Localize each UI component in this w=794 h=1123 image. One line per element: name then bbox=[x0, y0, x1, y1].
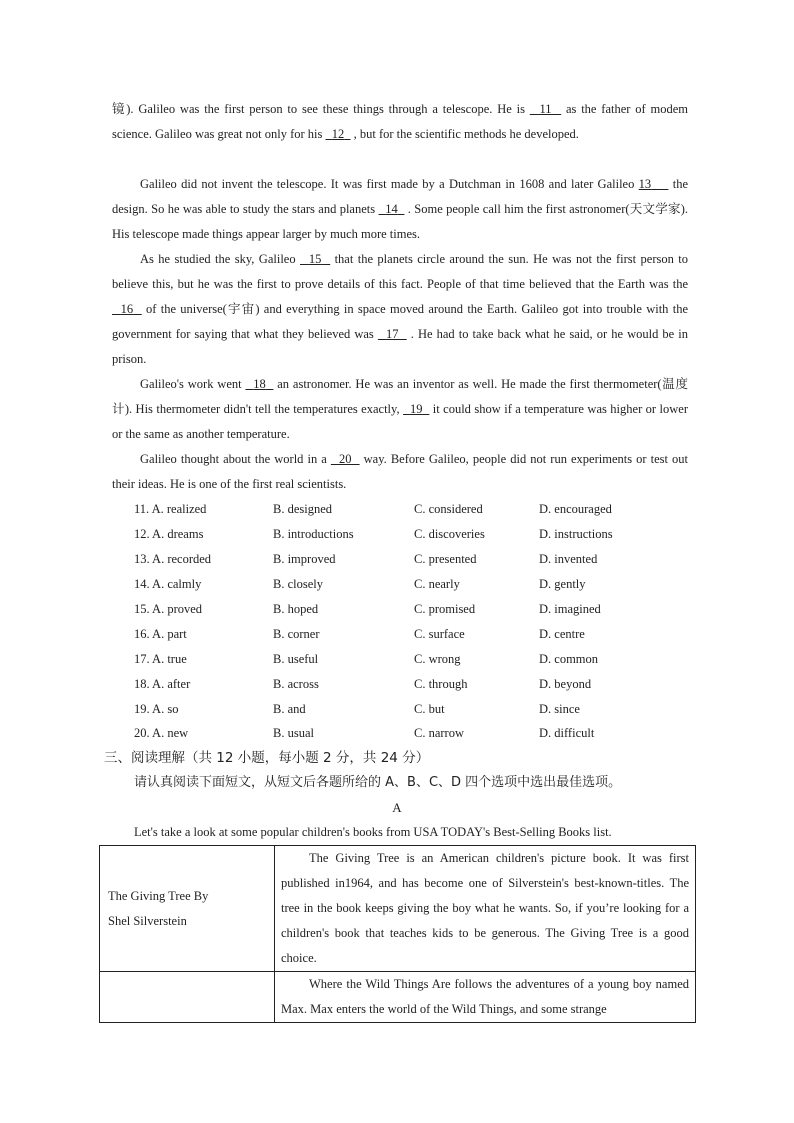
book-description: Where the Wild Things Are follows the adventures of a young boy named Max. Max enters the world of the Wild Things, and some strange bbox=[281, 977, 689, 1016]
paragraph-text: of the universe(宇宙) and everything in space moved around the Earth. Galileo got into trouble with the government for saying that what they believed was bbox=[112, 302, 689, 341]
paragraph-text: . Some people call him the first astronomer(天文学家). His telescope made things appear larger by much more times. bbox=[112, 202, 689, 241]
paragraph-text: 镜). Galileo was the first person to see these things through a telescope. He is bbox=[112, 102, 530, 116]
option-d: D. gently bbox=[539, 577, 586, 591]
option-a: 15. A. proved bbox=[134, 602, 203, 616]
blank-18: 18 bbox=[253, 377, 266, 391]
blank-20: 20 bbox=[338, 452, 352, 466]
paragraph-text: the design. So he was able to study the stars and planets bbox=[112, 177, 689, 216]
option-row-14 bbox=[0, 572, 600, 597]
option-d: D. instructions bbox=[539, 527, 613, 541]
blank-15: 15 bbox=[308, 252, 322, 266]
passage-paragraph-0 bbox=[112, 97, 688, 147]
option-row-15 bbox=[0, 597, 600, 622]
paragraph-text: . He had to take back what he said, or he would be in prison. bbox=[112, 327, 688, 366]
paragraph-text: As he studied the sky, Galileo bbox=[140, 252, 301, 266]
option-row-18 bbox=[0, 672, 600, 697]
option-d: D. since bbox=[539, 702, 580, 716]
option-b: B. hoped bbox=[273, 602, 319, 616]
option-b: B. improved bbox=[273, 552, 336, 566]
option-b: B. introductions bbox=[273, 527, 354, 541]
blank-12: 12 bbox=[331, 127, 345, 141]
option-b: B. closely bbox=[273, 577, 323, 591]
option-a: 13. A. recorded bbox=[134, 552, 212, 566]
paragraph-text: Galileo did not invent the telescope. It was first made by a Dutchman in 1608 and later Galileo bbox=[140, 177, 639, 191]
option-c: C. but bbox=[414, 702, 445, 716]
paragraph-text: way. Before Galileo, people did not run experiments or test out their ideas. He is one of the first real scientists. bbox=[112, 452, 689, 491]
book-author-line: Shel Silverstein bbox=[108, 913, 187, 928]
option-b: B. and bbox=[273, 702, 306, 716]
paragraph-text: , but for the scientific methods he developed. bbox=[350, 127, 579, 141]
option-a: 11. A. realized bbox=[134, 502, 207, 516]
option-d: D. difficult bbox=[539, 726, 595, 740]
option-d: D. encouraged bbox=[539, 502, 612, 516]
passage-paragraph-1 bbox=[112, 172, 688, 247]
table-row bbox=[100, 972, 696, 1023]
option-c: C. nearly bbox=[414, 577, 460, 591]
option-a: 17. A. true bbox=[134, 652, 187, 666]
option-b: B. designed bbox=[273, 502, 333, 516]
option-d: D. imagined bbox=[539, 602, 601, 616]
option-d: D. centre bbox=[539, 627, 585, 641]
reading-intro: Let's take a look at some popular children's books from USA TODAY's Best-Selling Books list. bbox=[134, 825, 612, 839]
blank-16: 16 bbox=[120, 302, 134, 316]
option-c: C. promised bbox=[414, 602, 476, 616]
option-row-16 bbox=[0, 622, 600, 647]
book-title-line: The Giving Tree By bbox=[108, 888, 209, 903]
option-row-20 bbox=[0, 721, 600, 746]
option-a: 18. A. after bbox=[134, 677, 191, 691]
passage-paragraph-4 bbox=[112, 447, 688, 497]
option-d: D. invented bbox=[539, 552, 598, 566]
option-a: 12. A. dreams bbox=[134, 527, 204, 541]
option-b: B. corner bbox=[273, 627, 320, 641]
option-a: 14. A. calmly bbox=[134, 577, 202, 591]
option-a: 16. A. part bbox=[134, 627, 187, 641]
blank-14: 14 bbox=[385, 202, 398, 216]
option-d: D. beyond bbox=[539, 677, 592, 691]
option-b: B. useful bbox=[273, 652, 319, 666]
section-instruction: 请认真阅读下面短文，从短文后各题所给的 A、B、C、D 四个选项中选出最佳选项。 bbox=[134, 775, 622, 790]
option-c: C. wrong bbox=[414, 652, 461, 666]
option-c: C. considered bbox=[414, 502, 483, 516]
option-a: 19. A. so bbox=[134, 702, 179, 716]
book-title-cell bbox=[100, 846, 275, 972]
option-c: C. presented bbox=[414, 552, 477, 566]
option-row-19 bbox=[0, 697, 600, 722]
option-a: 20. A. new bbox=[134, 726, 189, 740]
part-label: A bbox=[392, 800, 402, 815]
paragraph-text: as the father of modem science. Galileo was great not only for his bbox=[112, 102, 689, 141]
section-heading: 三、阅读理解（共 12 小题，每小题 2 分，共 24 分） bbox=[104, 750, 430, 766]
blank-13: 13 bbox=[638, 177, 652, 191]
passage-paragraph-2 bbox=[112, 247, 688, 372]
option-c: C. narrow bbox=[414, 726, 464, 740]
paragraph-text: Galileo thought about the world in a bbox=[140, 452, 331, 466]
blank-19: 19 bbox=[409, 402, 423, 416]
book-title-cell bbox=[100, 972, 275, 1023]
option-c: C. discoveries bbox=[414, 527, 485, 541]
option-c: C. through bbox=[414, 677, 468, 691]
paragraph-text: that the planets circle around the sun. He was not the first person to believe this, but he was the first to prove details of this fact. People of that time believed that the Earth was the bbox=[112, 252, 689, 291]
option-d: D. common bbox=[539, 652, 599, 666]
book-description: The Giving Tree is an American children's picture book. It was first published in1964, and has become one of Silverstein's best-known-titles. The tree in the book keeps giving the boy what he wants. So, if you’re looking for a children's book that teaches kids to be generous. The Giving Tree is a good choice. bbox=[281, 851, 689, 965]
option-b: B. usual bbox=[273, 726, 314, 740]
paragraph-text: Galileo's work went bbox=[140, 377, 246, 391]
book-description-cell bbox=[275, 846, 696, 972]
option-row-17 bbox=[0, 647, 600, 672]
book-description-cell bbox=[275, 972, 696, 1023]
option-b: B. across bbox=[273, 677, 319, 691]
option-row-12 bbox=[0, 522, 613, 547]
paragraph-text: it could show if a temperature was higher or lower or the same as another temperature. bbox=[112, 402, 689, 441]
option-c: C. surface bbox=[414, 627, 465, 641]
books-table bbox=[99, 845, 696, 1023]
paragraph-text: an astronomer. He was an inventor as well. He made the first thermometer(温度计). His thermometer didn't tell the temperatures exactly, bbox=[112, 377, 689, 416]
blank-11: 11 bbox=[539, 102, 552, 116]
passage-paragraph-3 bbox=[112, 372, 688, 447]
blank-17: 17 bbox=[386, 327, 399, 341]
option-row-11 bbox=[0, 497, 612, 522]
option-row-13 bbox=[0, 547, 600, 572]
table-row bbox=[100, 846, 696, 972]
